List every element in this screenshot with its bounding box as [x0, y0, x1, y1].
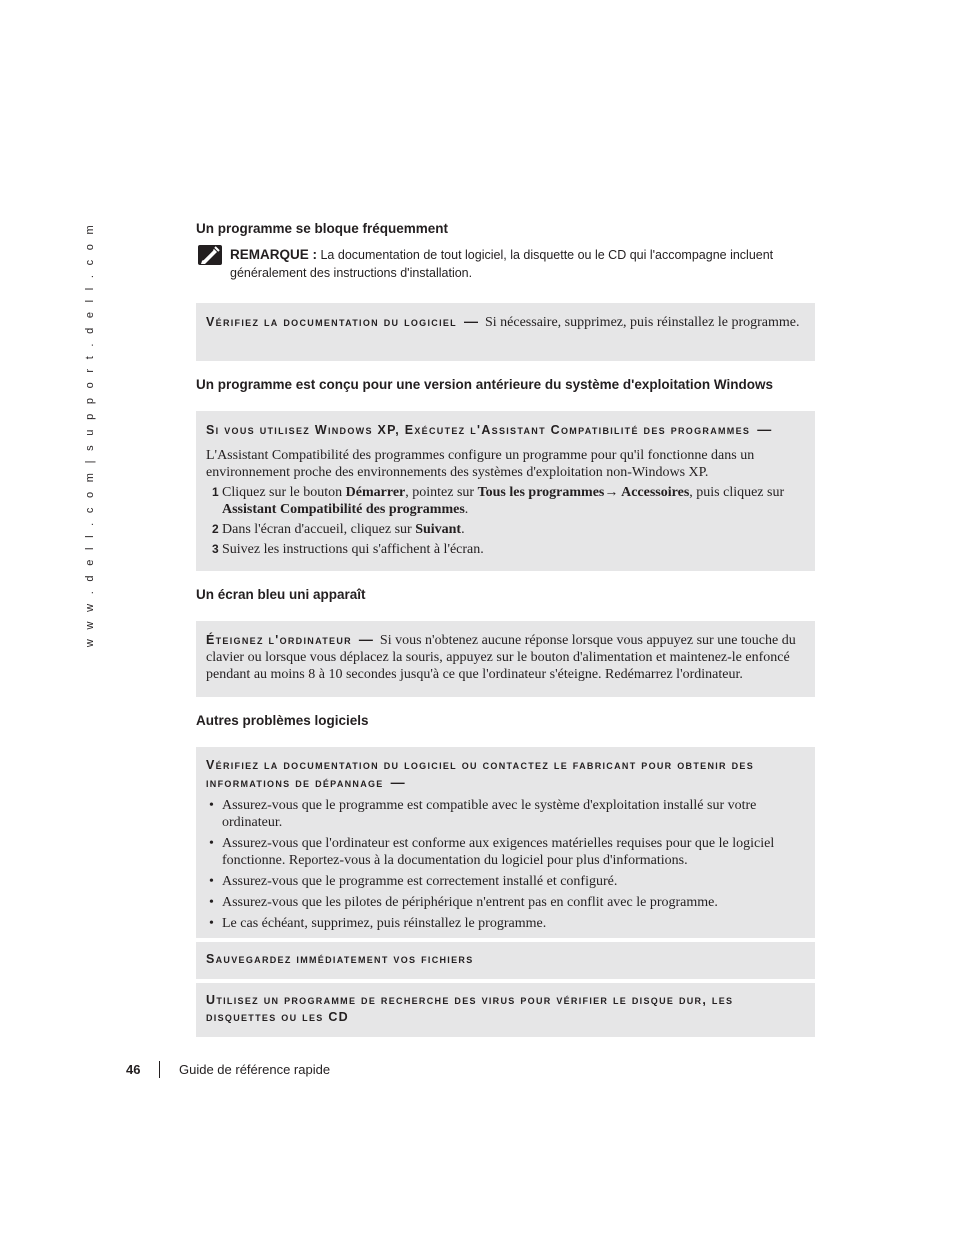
- step-text: Suivez les instructions qui s'affichent à l'écran.: [222, 542, 484, 557]
- page-number: 46: [126, 1062, 141, 1077]
- tip-title: Vérifiez la documentation du logiciel ou contactez le fabricant pour obtenir des informations de dépannage: [206, 758, 755, 790]
- step-text: , pointez sur: [405, 485, 478, 500]
- step-number: 2: [212, 522, 219, 536]
- step-text: .: [464, 502, 469, 517]
- section-heading: Un programme se bloque fréquemment: [196, 221, 449, 236]
- tip-box-contact: [196, 747, 815, 938]
- list-item-text: Le cas échéant, supprimez, puis réinstallez le programme.: [222, 916, 547, 931]
- list-item-text: Assurez-vous que le programme est compatible avec le système d'exploitation installé sur votre ordinateur.: [222, 798, 757, 830]
- section-heading: Autres problèmes logiciels: [196, 713, 369, 728]
- tip-title: Sauvegardez immédiatement vos fichiers: [206, 952, 474, 966]
- note-label: REMARQUE :: [230, 247, 317, 262]
- tip-dash: —: [757, 421, 772, 437]
- tip-box-compat: [196, 411, 815, 571]
- list-item: [206, 873, 805, 890]
- step-text: , puis cliquez sur: [689, 485, 785, 500]
- step-bold: Accessoires: [618, 485, 690, 500]
- step-bold: Tous les programmes: [477, 485, 605, 500]
- step-bold: Démarrer: [345, 485, 406, 500]
- tip-text: Si vous n'obtenez aucune réponse lorsque vous appuyez sur une touche du clavier ou lorsque vous déplacez la souris, appuyez sur le bouton d'alimentation et maintenez-le enfoncé pendant au moins 8 à 10 secondes jusqu'à ce que l'ordinateur s'éteigne. Redémarrez l'ordinateur.: [206, 633, 796, 682]
- tip-box-antivirus: [196, 983, 815, 1037]
- tip-dash: —: [463, 313, 478, 329]
- tip-text: Si nécessaire, supprimez, puis réinstallez le programme.: [484, 315, 800, 330]
- list-item-text: Assurez-vous que les pilotes de périphérique n'entrent pas en conflit avec le programme.: [222, 895, 718, 910]
- tip-box-verify-doc: [196, 303, 815, 361]
- step-number: 3: [212, 542, 219, 556]
- step-list: [206, 484, 805, 558]
- bullet-icon: •: [209, 895, 214, 910]
- step-text: Dans l'écran d'accueil, cliquez sur: [222, 522, 416, 537]
- bullet-icon: •: [209, 836, 214, 851]
- note-text: [230, 246, 810, 282]
- tip-intro: L'Assistant Compatibilité des programmes configure un programme pour qu'il fonctionne dans un environnement proche des environnements des systèmes d'exploitation non-Windows XP.: [206, 448, 755, 480]
- step-number: 1: [212, 485, 219, 499]
- list-item-text: Assurez-vous que le programme est correctement installé et configuré.: [222, 874, 618, 889]
- bullet-icon: •: [209, 874, 214, 889]
- side-url: w w w . d e l l . c o m | s u p p o r t . d e l l . c o m: [84, 222, 96, 648]
- list-item: [206, 915, 805, 932]
- step-text: Cliquez sur le bouton: [222, 485, 346, 500]
- arrow-icon: →: [604, 485, 619, 500]
- tip-title: Éteignez l'ordinateur: [206, 633, 352, 647]
- bullet-list: [206, 797, 805, 932]
- tip-title: Utilisez un programme de recherche des virus pour vérifier le disque dur, les disquettes ou les CD: [206, 993, 734, 1024]
- step-text: .: [461, 522, 465, 537]
- section-heading: Un écran bleu uni apparaît: [196, 587, 366, 602]
- list-item-text: Assurez-vous que l'ordinateur est conforme aux exigences matérielles requises pour que le logiciel fonctionne. Reportez-vous à la documentation du logiciel pour plus d'informations.: [222, 836, 775, 868]
- tip-dash: —: [358, 631, 373, 647]
- tip-title: Si vous utilisez Windows XP, Exécutez l'Assistant Compatibilité des programmes: [206, 423, 751, 437]
- note-text-line2: généralement des instructions d'installation.: [230, 266, 473, 280]
- step-bold: Assistant Compatibilité des programmes: [222, 502, 465, 517]
- footer-title: Guide de référence rapide: [179, 1062, 331, 1077]
- bullet-icon: •: [209, 916, 214, 931]
- list-item: [206, 835, 805, 869]
- step-item: [206, 521, 805, 538]
- footer-separator: [159, 1061, 160, 1078]
- note-text-line1: La documentation de tout logiciel, la disquette ou le CD qui l'accompagne incluent: [320, 248, 774, 262]
- pencil-note-icon: [198, 245, 222, 265]
- list-item: [206, 894, 805, 911]
- section-heading: Un programme est conçu pour une version antérieure du système d'exploitation Windows: [196, 377, 773, 392]
- tip-box-backup: [196, 942, 815, 979]
- tip-dash: —: [390, 774, 405, 790]
- tip-box-power-off: [196, 621, 815, 697]
- step-item: [206, 541, 805, 558]
- tip-title: Vérifiez la documentation du logiciel: [206, 315, 457, 329]
- step-bold: Suivant: [415, 522, 462, 537]
- step-item: [206, 484, 805, 518]
- bullet-icon: •: [209, 798, 214, 813]
- list-item: [206, 797, 805, 831]
